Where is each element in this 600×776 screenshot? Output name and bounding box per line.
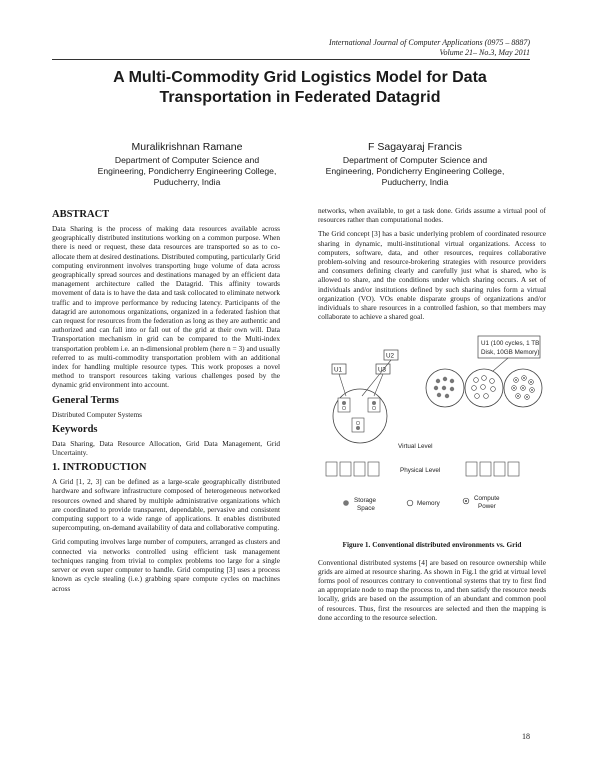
author-name: Muralikrishnan Ramane [131,141,243,153]
u1-spec-line-1: U1 (100 cycles, 1 TB [481,340,540,348]
legend-memory-icon [407,501,413,507]
u1-spec-connector [493,358,508,371]
author-college: Engineering, Pondicherry Engineering College, [97,166,277,176]
u1-label: U1 [334,366,343,374]
intro-paragraph-1: A Grid [1, 2, 3] can be defined as a large-scale geographically distributed hardware and software infrastructure composed of heterogeneous networked resources owned and shared by multiple administrative organizations which are coordinated to provide transparent, dependable, pervasive and consistent computing support to a wide range of applications. It enables distributed supercomputing, on-demand availability of data and collaborative computing. [52,477,280,533]
right-column [318,206,546,627]
legend-compute-line-1: Compute [474,495,500,503]
u2-label: U2 [386,352,395,360]
physical-level-label: Physical Level [400,467,441,475]
general-terms-heading: General Terms [52,394,119,406]
figure-caption: Figure 1. Conventional distributed environments vs. Grid [342,540,522,550]
u1-connector [339,374,346,396]
legend-storage-icon [343,501,349,507]
author-college: Engineering, Pondicherry Engineering College, [325,166,505,176]
right-paragraph-1: networks, when available, to get a task done. Grids assume a virtual pool of resources rather than computational nodes. [318,206,546,225]
abstract-text: Data Sharing is the process of making data resources available across geographically distributed institutions working on a common purpose. When there is need or request, these data resources are transported so as to co-allocate them at desired destinations. Distributed computing, particularly Grid computing environment involves transporting huge volume of data across geographically spread sources and destinations managed by an efficient data management architecture called the Datagrid. This affinity towards movement of data is to have the data and task collocated to eliminate network traffic and to improve performance by reducing latency. Participants of the datagrid are autonomous organizations, organized in a federated fashion that can request for resources from the federation as long as they are authentic and authorized and can fall into or fall out of the grid at their own will. Data Transportation mechanism in grid can be compared to the Multi-index transportation problem i.e. an n-dimensional problem (here n = 3) and usually referred to as multi-commodity transportation problem with an additional index for handling multiple resource types. This work proposes a novel method to transport resources taking various challenges posed by the dynamic grid environment into account. [52,224,280,390]
legend-storage-line-1: Storage [354,497,377,505]
right-paragraph-2: The Grid concept [3] has a basic underlying problem of coordinated resource sharing in dynamic, multi-institutional virtual organizations. Access to computers, software, data, and other resources, requires collaborative problem-solving and resource-brokering strategies with resource providers and consumers defining clearly and carefully just what is shared, who is allowed to share, and the conditions under which sharing occurs. A set of individuals and/or institutions defined by such sharing rules form a virtual organization (VO). VOs enable disparate groups of organizations and/or individuals to share resources in a controlled fashion, so that members may collaborate to achieve a shared goal. [318,229,546,322]
author-2 [315,141,515,188]
legend-compute-dot [465,500,467,502]
author-city: Puducherry, India [381,177,449,187]
keywords-heading: Keywords [52,423,98,435]
title-line-1: A Multi-Commodity Grid Logistics Model for Data [113,69,487,86]
introduction-heading: 1. INTRODUCTION [52,462,147,474]
author-1 [87,141,287,188]
u3-label: U3 [378,366,387,374]
storage-dot [372,401,376,405]
journal-header [329,38,530,58]
virtual-level-label: Virtual Level [398,443,433,451]
virtual-pool-left [333,389,387,443]
paper-title [52,68,548,108]
storage-dot [356,426,360,430]
general-terms-text: Distributed Computer Systems [52,409,142,419]
grid-diagram [318,326,546,536]
u3-connector [374,374,383,396]
intro-paragraph-2: Grid computing involves large number of computers, arranged as clusters and connected via networks controlled using efficient task management techniques ranging from trivial to complex problems too large for a single server or even super computer to handle. Grid computing [3] uses a process known as cycle stealing (i.e.) grabbing spare compute cycles on machines across [52,537,280,593]
legend-compute-line-2: Power [478,503,496,511]
author-dept: Department of Computer Science and [114,155,260,165]
journal-name: International Journal of Computer Applications (0975 – 8887) [329,38,530,47]
left-column [52,209,280,598]
legend-memory: Memory [417,500,440,508]
storage-dot [342,401,346,405]
journal-volume: Volume 21– No.3, May 2011 [439,48,530,57]
page-number: 18 [522,732,530,741]
abstract-heading: ABSTRACT [52,209,110,220]
u1-spec-line-2: Disk, 10GB Memory) [481,349,540,357]
legend-storage-line-2: Space [357,505,375,513]
author-dept: Department of Computer Science and [342,155,488,165]
title-line-2: Transportation in Federated Datagrid [159,89,441,106]
author-city: Puducherry, India [153,177,221,187]
author-name: F Sagayaraj Francis [368,141,462,153]
pool-memory [465,369,503,407]
figure-1 [318,326,546,536]
right-paragraph-3: Conventional distributed systems [4] are based on resource ownership while grids are aimed at resource sharing. As shown in Fig.1 the grid at virtual level forms pool of resources contrary to conventional systems that try to first find an appropriate node to map the process to, and then satisfy the resource needs locally, grids are based on the assumption of an abundant and common pool of resources. Thus, first the resources are selected and then the mapping is done according to the resource selection. [318,557,546,622]
header-rule [52,59,530,60]
keywords-text: Data Sharing, Data Resource Allocation, Grid Data Management, Grid Uncertainty. [52,438,280,458]
